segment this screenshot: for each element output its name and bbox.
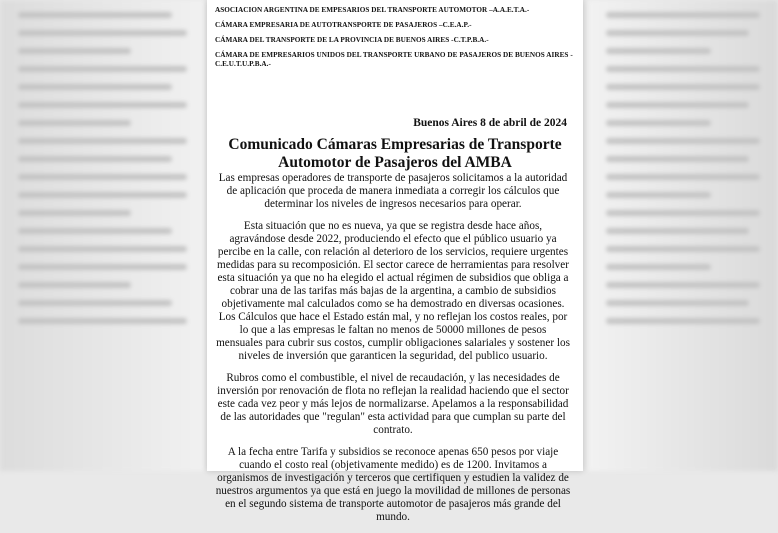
letterhead-line-ceap: CÁMARA EMPRESARIA DE AUTOTRANSPORTE DE PASAJEROS –C.E.A.P.-	[215, 21, 472, 29]
letterhead-line-ctpba: CÁMARA DEL TRANSPORTE DE LA PROVINCIA DE BUENOS AIRES -C.T.P.B.A.-	[215, 36, 489, 44]
paragraph: Rubros como el combustible, el nivel de recaudación, y las necesidades de inversión por renovación de flota no reflejan la realidad haciendo que el sector este cada vez peor y más lejos de normalizarse. Apelamos a la responsabilidad de las autoridades que "regulan" esta actividad para que cumplan su parte del contrato.	[217, 372, 569, 436]
letterhead	[215, 6, 575, 69]
blurred-background-left	[0, 0, 205, 471]
document-title: Comunicado Cámaras Empresarias de Transporte Automotor de Pasajeros del AMBA	[228, 136, 562, 171]
letterhead-line-aaeta: ASOCIACION ARGENTINA DE EMPESARIOS DEL TRANSPORTE AUTOMOTOR –A.A.E.T.A.-	[215, 6, 530, 14]
document-date: Buenos Aires 8 de abril de 2024	[413, 117, 567, 129]
paragraph: Las empresas operadores de transporte de pasajeros solicitamos a la autoridad de aplicación que proceda de manera inmediata a corregir los cálculos que determinar los niveles de ingresos necesarios para operar.	[218, 172, 568, 210]
paragraph: Esta situación que no es nueva, ya que se registra desde hace años, agravándose desde 2022, produciendo el efecto que el público usuario ya percibe en la calle, con relación al deterioro de los servicios, requiere urgentes medidas para su recomposición. El sector carece de herramientas para resolver esta situación ya que no ha elegido el actual régimen de subsidios que obliga a cobrar una de las tarifas más bajas de la argentina, a cambio de subsidios objetivamente mal calculados como se ha demostrado en diversas ocasiones. Los Cálculos que hace el Estado están mal, y no reflejan los costos reales, por lo que a las empresas le faltan no menos de 50000 millones de pesos mensuales para cubrir sus costos, cumplir obligaciones salariales y sostener los niveles de inversión que garanticen la seguridad, del publico usuario.	[216, 220, 570, 362]
document-page	[207, 0, 583, 523]
paragraph: A la fecha entre Tarifa y subsidios se reconoce apenas 650 pesos por viaje cuando el costo real (objetivamente medido) es de 1200. Invitamos a organismos de investigación y terceros que certifiquen y estudien la validez de nuestros argumentos ya que está en juego la movilidad de millones de personas en el segundo sistema de transporte automotor de pasajeros más grande del mundo.	[215, 446, 571, 523]
blurred-background-right	[588, 0, 778, 471]
letterhead-line-ceutupba: CÁMARA DE EMPRESARIOS UNIDOS DEL TRANSPORTE URBANO DE PASAJEROS DE BUENOS AIRES -C.E.U.T.U.P.B.A.-	[215, 51, 573, 68]
document-body	[215, 172, 571, 533]
